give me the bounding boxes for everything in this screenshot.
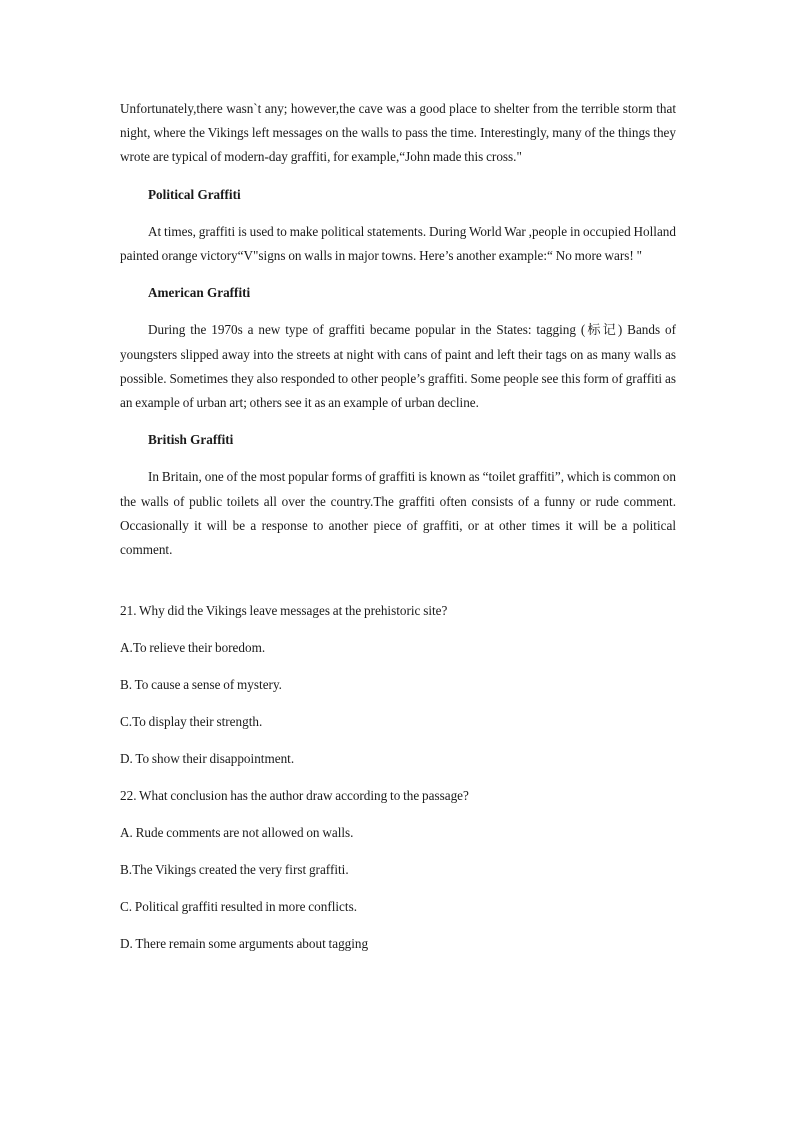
section-body-american: During the 1970s a new type of graffiti became popular in the States: tagging (标记) Bands of youngsters slipped away into the streets at night with cans of paint and left their tags on as many walls as possible. Sometimes they also responded to other people’s graffiti. Some people see this form of graffiti as an example of urban art; others see it as an example of urban decline. [120, 322, 676, 411]
question-21 [120, 599, 676, 771]
answer-option: D. To show their disappointment. [120, 751, 295, 767]
answer-option: C. Political graffiti resulted in more conflicts. [120, 899, 358, 915]
section-heading-british: British Graffiti [148, 432, 234, 448]
answer-option: C.To display their strength. [120, 714, 263, 730]
section-body-british: In Britain, one of the most popular forms of graffiti is known as “toilet graffiti”, which is common on the walls of public toilets all over the country.The graffiti often consists of a funny or rude comment. Occasionally it will be a response to another piece of graffiti, or at other times it will be a political comment. [120, 469, 676, 558]
answer-option: B.The Vikings created the very first graffiti. [120, 862, 349, 878]
answer-option: A. Rude comments are not allowed on walls. [120, 825, 354, 841]
answer-option: A.To relieve their boredom. [120, 640, 266, 656]
answer-option: B. To cause a sense of mystery. [120, 677, 282, 693]
intro-paragraph: Unfortunately,there wasn`t any; however,the cave was a good place to shelter from the terrible storm that night, where the Vikings left messages on the walls to pass the time. Interestingly, many of the things they wrote are typical of modern-day graffiti, for example,“John made this cross." [120, 101, 676, 165]
section-body-political: At times, graffiti is used to make political statements. During World War ,people in occupied Holland painted orange victory“V"signs on walls in major towns. Here’s another example:“ No more wars! " [120, 223, 676, 264]
question-22 [120, 784, 676, 956]
document-content [120, 97, 676, 956]
section-heading-american: American Graffiti [148, 285, 251, 301]
question-stem: 22. What conclusion has the author draw according to the passage? [120, 788, 469, 804]
question-stem: 21. Why did the Vikings leave messages at the prehistoric site? [120, 603, 448, 619]
answer-option: D. There remain some arguments about tagging [120, 936, 369, 952]
section-heading-political: Political Graffiti [148, 186, 241, 202]
